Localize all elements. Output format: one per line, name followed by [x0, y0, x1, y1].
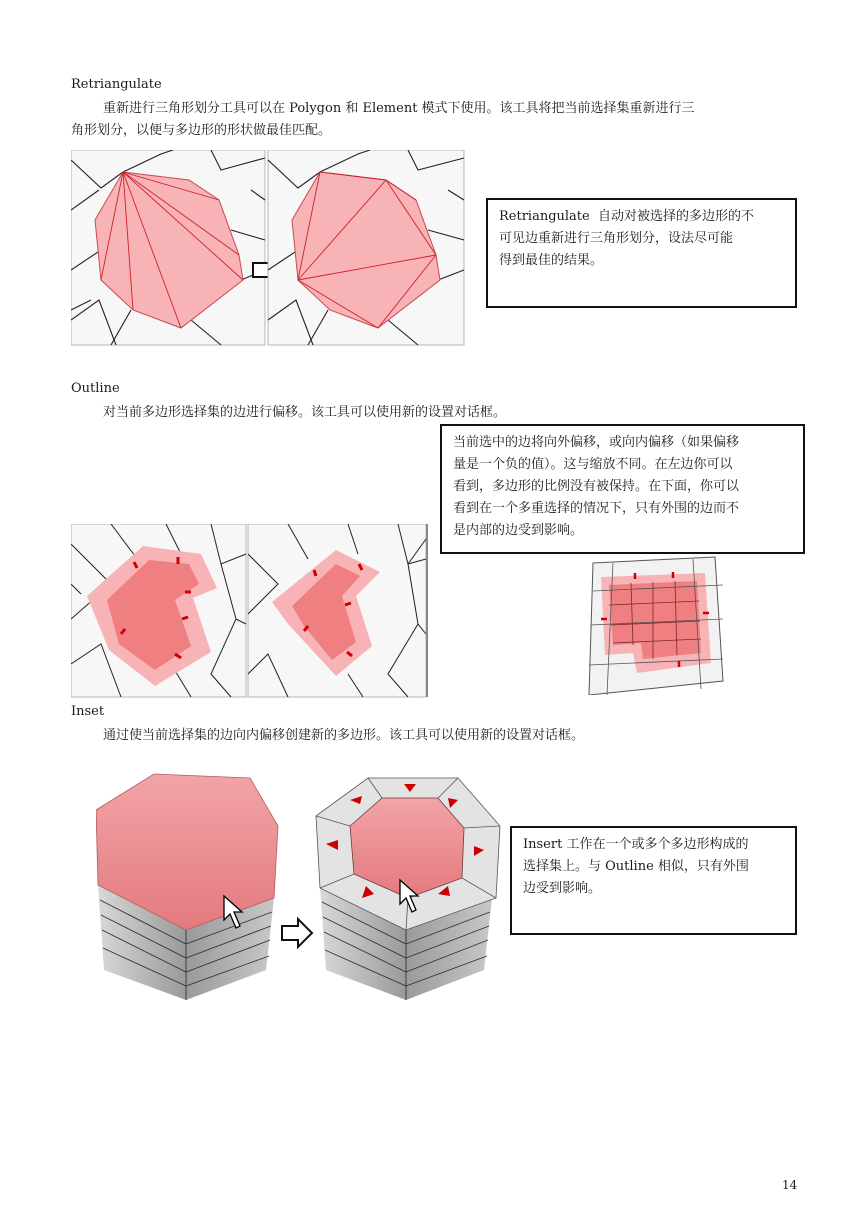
inset-heading: Inset: [71, 704, 105, 719]
outline-figure: [71, 524, 428, 698]
outline-paragraph-line-1: 对当前多边形选择集的边进行偏移。该工具可以使用新的设置对话框。: [103, 405, 507, 420]
outline-left-panel: [71, 524, 246, 697]
inset-paragraph-line-1: 通过使当前选择集的边向内偏移创建新的多边形。该工具可以使用新的设置对话框。: [103, 728, 585, 743]
retriangulate-paragraph-line-2: 角形划分，以便与多边形的形状做最佳匹配。: [71, 123, 332, 138]
outline-multi-selection-figure: [583, 555, 725, 695]
retriangulate-heading: Retriangulate: [71, 77, 162, 92]
outline-callout: 当前选中的边将向外偏移，或向内偏移（如果偏移 量是一个负的值）。这与缩放不同。在左边你可以 看到，多边形的比例没有被保持。在下面，你可以 看到在一个多重选择的情况下，只有外围的边而不 是内部的边受到影响。: [440, 424, 805, 554]
inset-before-prism: [96, 774, 278, 1000]
inset-figure: [96, 770, 512, 1002]
retriangulate-callout: Retriangulate 自动对被选择的多边形的不 可见边重新进行三角形划分，设法尽可能 得到最佳的结果。: [486, 198, 797, 308]
outline-right-panel: [248, 524, 426, 697]
retriangulate-figure: [71, 150, 466, 346]
outline-heading: Outline: [71, 381, 120, 396]
inset-after-prism: [316, 778, 500, 1000]
inset-callout: Insert 工作在一个或多个多边形构成的 选择集上。与 Outline 相似，只有外围 边受到影响。: [510, 826, 797, 935]
retriangulate-before-panel: [71, 150, 265, 345]
page-number: 14: [782, 1178, 798, 1192]
inset-transition-arrow-icon: [282, 919, 312, 947]
retriangulate-after-panel: [268, 150, 464, 345]
retriangulate-paragraph-line-1: 重新进行三角形划分工具可以在 Polygon 和 Element 模式下使用。该工具将把当前选择集重新进行三: [103, 101, 695, 116]
